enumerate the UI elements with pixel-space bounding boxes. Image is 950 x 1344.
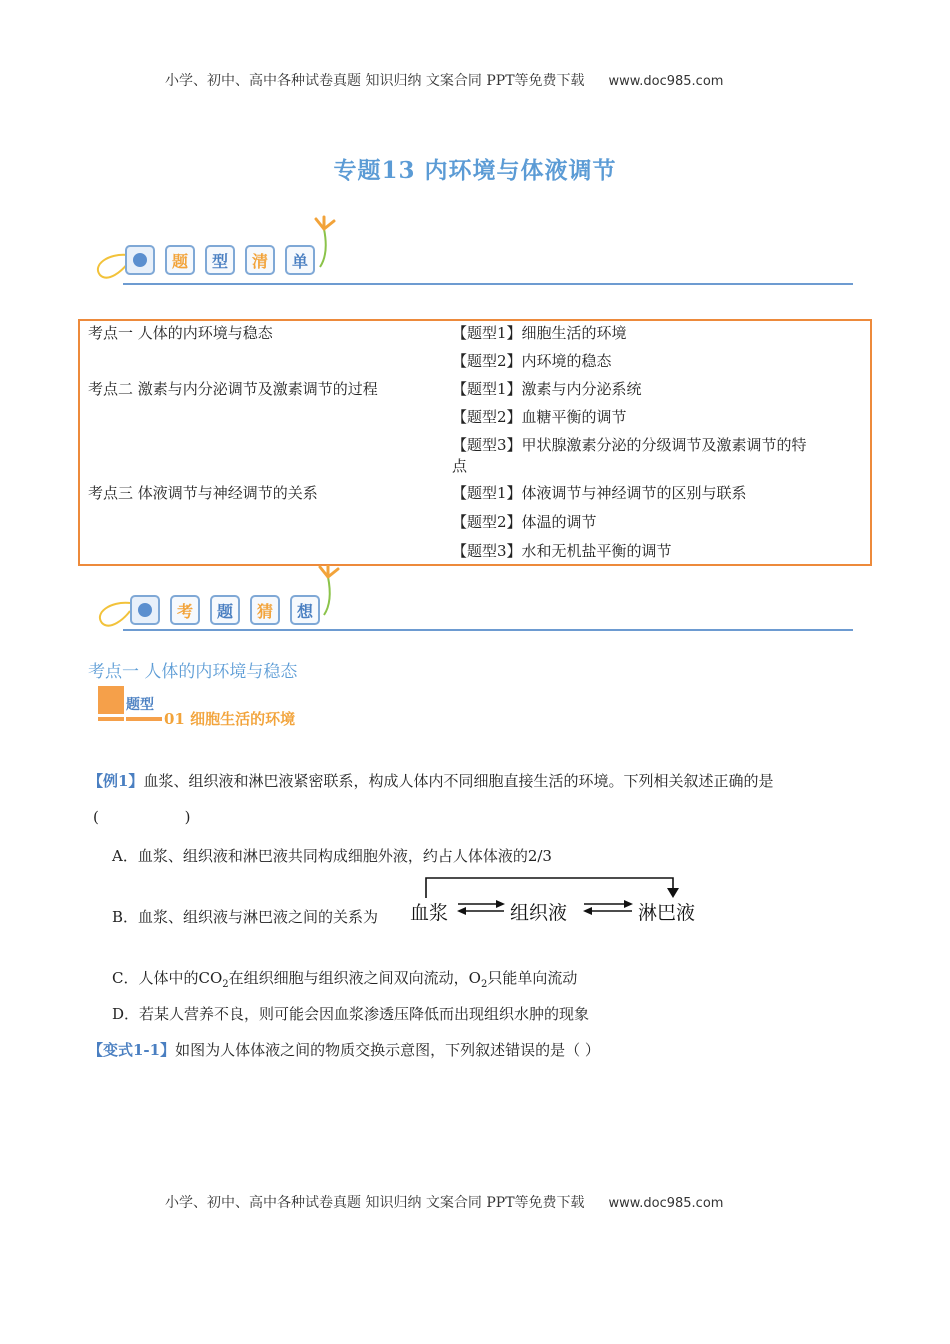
option-c-sub1: 2 <box>222 979 229 990</box>
kaodian-1-type-1: 【题型1】细胞生活的环境 <box>452 324 627 342</box>
example1-stem <box>88 770 773 791</box>
variant1-label: 【变式1-1】 <box>88 1041 176 1059</box>
example1-option-a: A．血浆、组织液和淋巴液共同构成细胞外液，约占人体体液的2/3 <box>112 847 552 865</box>
banner1-badge-4: 单 <box>285 245 315 275</box>
kaodian-2-type-2: 【题型2】血糖平衡的调节 <box>452 408 627 426</box>
diagram-tissue-fluid: 组织液 <box>510 902 568 924</box>
kaodian-3-type-2: 【题型2】体温的调节 <box>452 513 597 531</box>
type-number: 01 细胞生活的环境 <box>164 710 296 728</box>
header-site: www.doc985.com <box>608 74 724 89</box>
example1-option-b: B．血浆、组织液与淋巴液之间的关系为 <box>112 908 379 926</box>
example1-answer-paren: ( ) <box>93 808 191 826</box>
circle-bullet-icon <box>133 253 147 267</box>
page-footer <box>165 1192 723 1212</box>
banner2-badge-2: 题 <box>210 595 240 625</box>
example1-option-c <box>112 967 577 990</box>
type-square-icon <box>98 686 124 714</box>
banner1-badge-2: 型 <box>205 245 235 275</box>
fluid-relation-diagram <box>408 874 718 926</box>
kaodian-1-name: 考点一 人体的内环境与稳态 <box>88 324 273 342</box>
example1-stem-text: 血浆、组织液和淋巴液紧密联系，构成人体内不同细胞直接生活的环境。下列相关叙述正确的是 <box>143 772 774 790</box>
kaodian-3-type-3: 【题型3】水和无机盐平衡的调节 <box>452 542 672 560</box>
banner1-badge-1: 题 <box>165 245 195 275</box>
kaodian-3-name: 考点三 体液调节与神经调节的关系 <box>88 484 318 502</box>
kaodian-3-type-1: 【题型1】体液调节与神经调节的区别与联系 <box>452 484 747 502</box>
banner1-marker-badge <box>125 245 155 275</box>
banner1-badge-3: 清 <box>245 245 275 275</box>
type-underline-right <box>126 717 162 721</box>
variant1-stem <box>88 1039 600 1060</box>
banner2-badge-4: 想 <box>290 595 320 625</box>
type-underline-left <box>98 717 124 721</box>
banner2-underline <box>123 629 853 631</box>
option-c-mid: 在组织细胞与组织液之间双向流动，O <box>228 969 481 987</box>
banner2-badges <box>130 595 330 625</box>
page-title: 专题13 内环境与体液调节 <box>333 157 617 184</box>
banner1-badges <box>125 245 325 275</box>
kaodian-1-type-2: 【题型2】内环境的稳态 <box>452 352 612 370</box>
header-text: 小学、初中、高中各种试卷真题 知识归纳 文案合同 PPT等免费下载 <box>165 73 585 89</box>
page-header <box>165 70 723 90</box>
kaodian-2-type-1: 【题型1】激素与内分泌系统 <box>452 380 642 398</box>
option-c-post: 只能单向流动 <box>487 969 578 987</box>
footer-text: 小学、初中、高中各种试卷真题 知识归纳 文案合同 PPT等免费下载 <box>165 1195 585 1211</box>
banner-exam-predict <box>90 565 860 637</box>
banner2-marker-badge <box>130 595 160 625</box>
banner2-badge-1: 考 <box>170 595 200 625</box>
section-heading: 考点一 人体的内环境与稳态 <box>88 662 298 682</box>
option-c-sub2: 2 <box>480 979 488 990</box>
question-type-block <box>98 686 308 726</box>
option-c-pre: C．人体中的CO <box>112 969 223 987</box>
circle-bullet-icon <box>138 603 152 617</box>
diagram-lymph: 淋巴液 <box>638 902 696 924</box>
example1-label: 【例1】 <box>88 772 144 790</box>
variant1-stem-text: 如图为人体体液之间的物质交换示意图，下列叙述错误的是（ ） <box>175 1041 600 1059</box>
diagram-plasma: 血浆 <box>410 902 449 924</box>
kaodian-2-name: 考点二 激素与内分泌调节及激素调节的过程 <box>88 380 378 398</box>
type-label: 题型 <box>126 697 154 713</box>
banner-question-list <box>88 215 858 287</box>
banner1-underline <box>123 283 853 285</box>
kaodian-2-type-3-cont: 点 <box>452 457 468 475</box>
footer-site: www.doc985.com <box>608 1196 724 1211</box>
kaodian-2-type-3: 【题型3】甲状腺激素分泌的分级调节及激素调节的特 <box>452 436 807 454</box>
banner2-badge-3: 猜 <box>250 595 280 625</box>
example1-option-d: D．若某人营养不良，则可能会因血浆渗透压降低而出现组织水肿的现象 <box>112 1005 590 1023</box>
